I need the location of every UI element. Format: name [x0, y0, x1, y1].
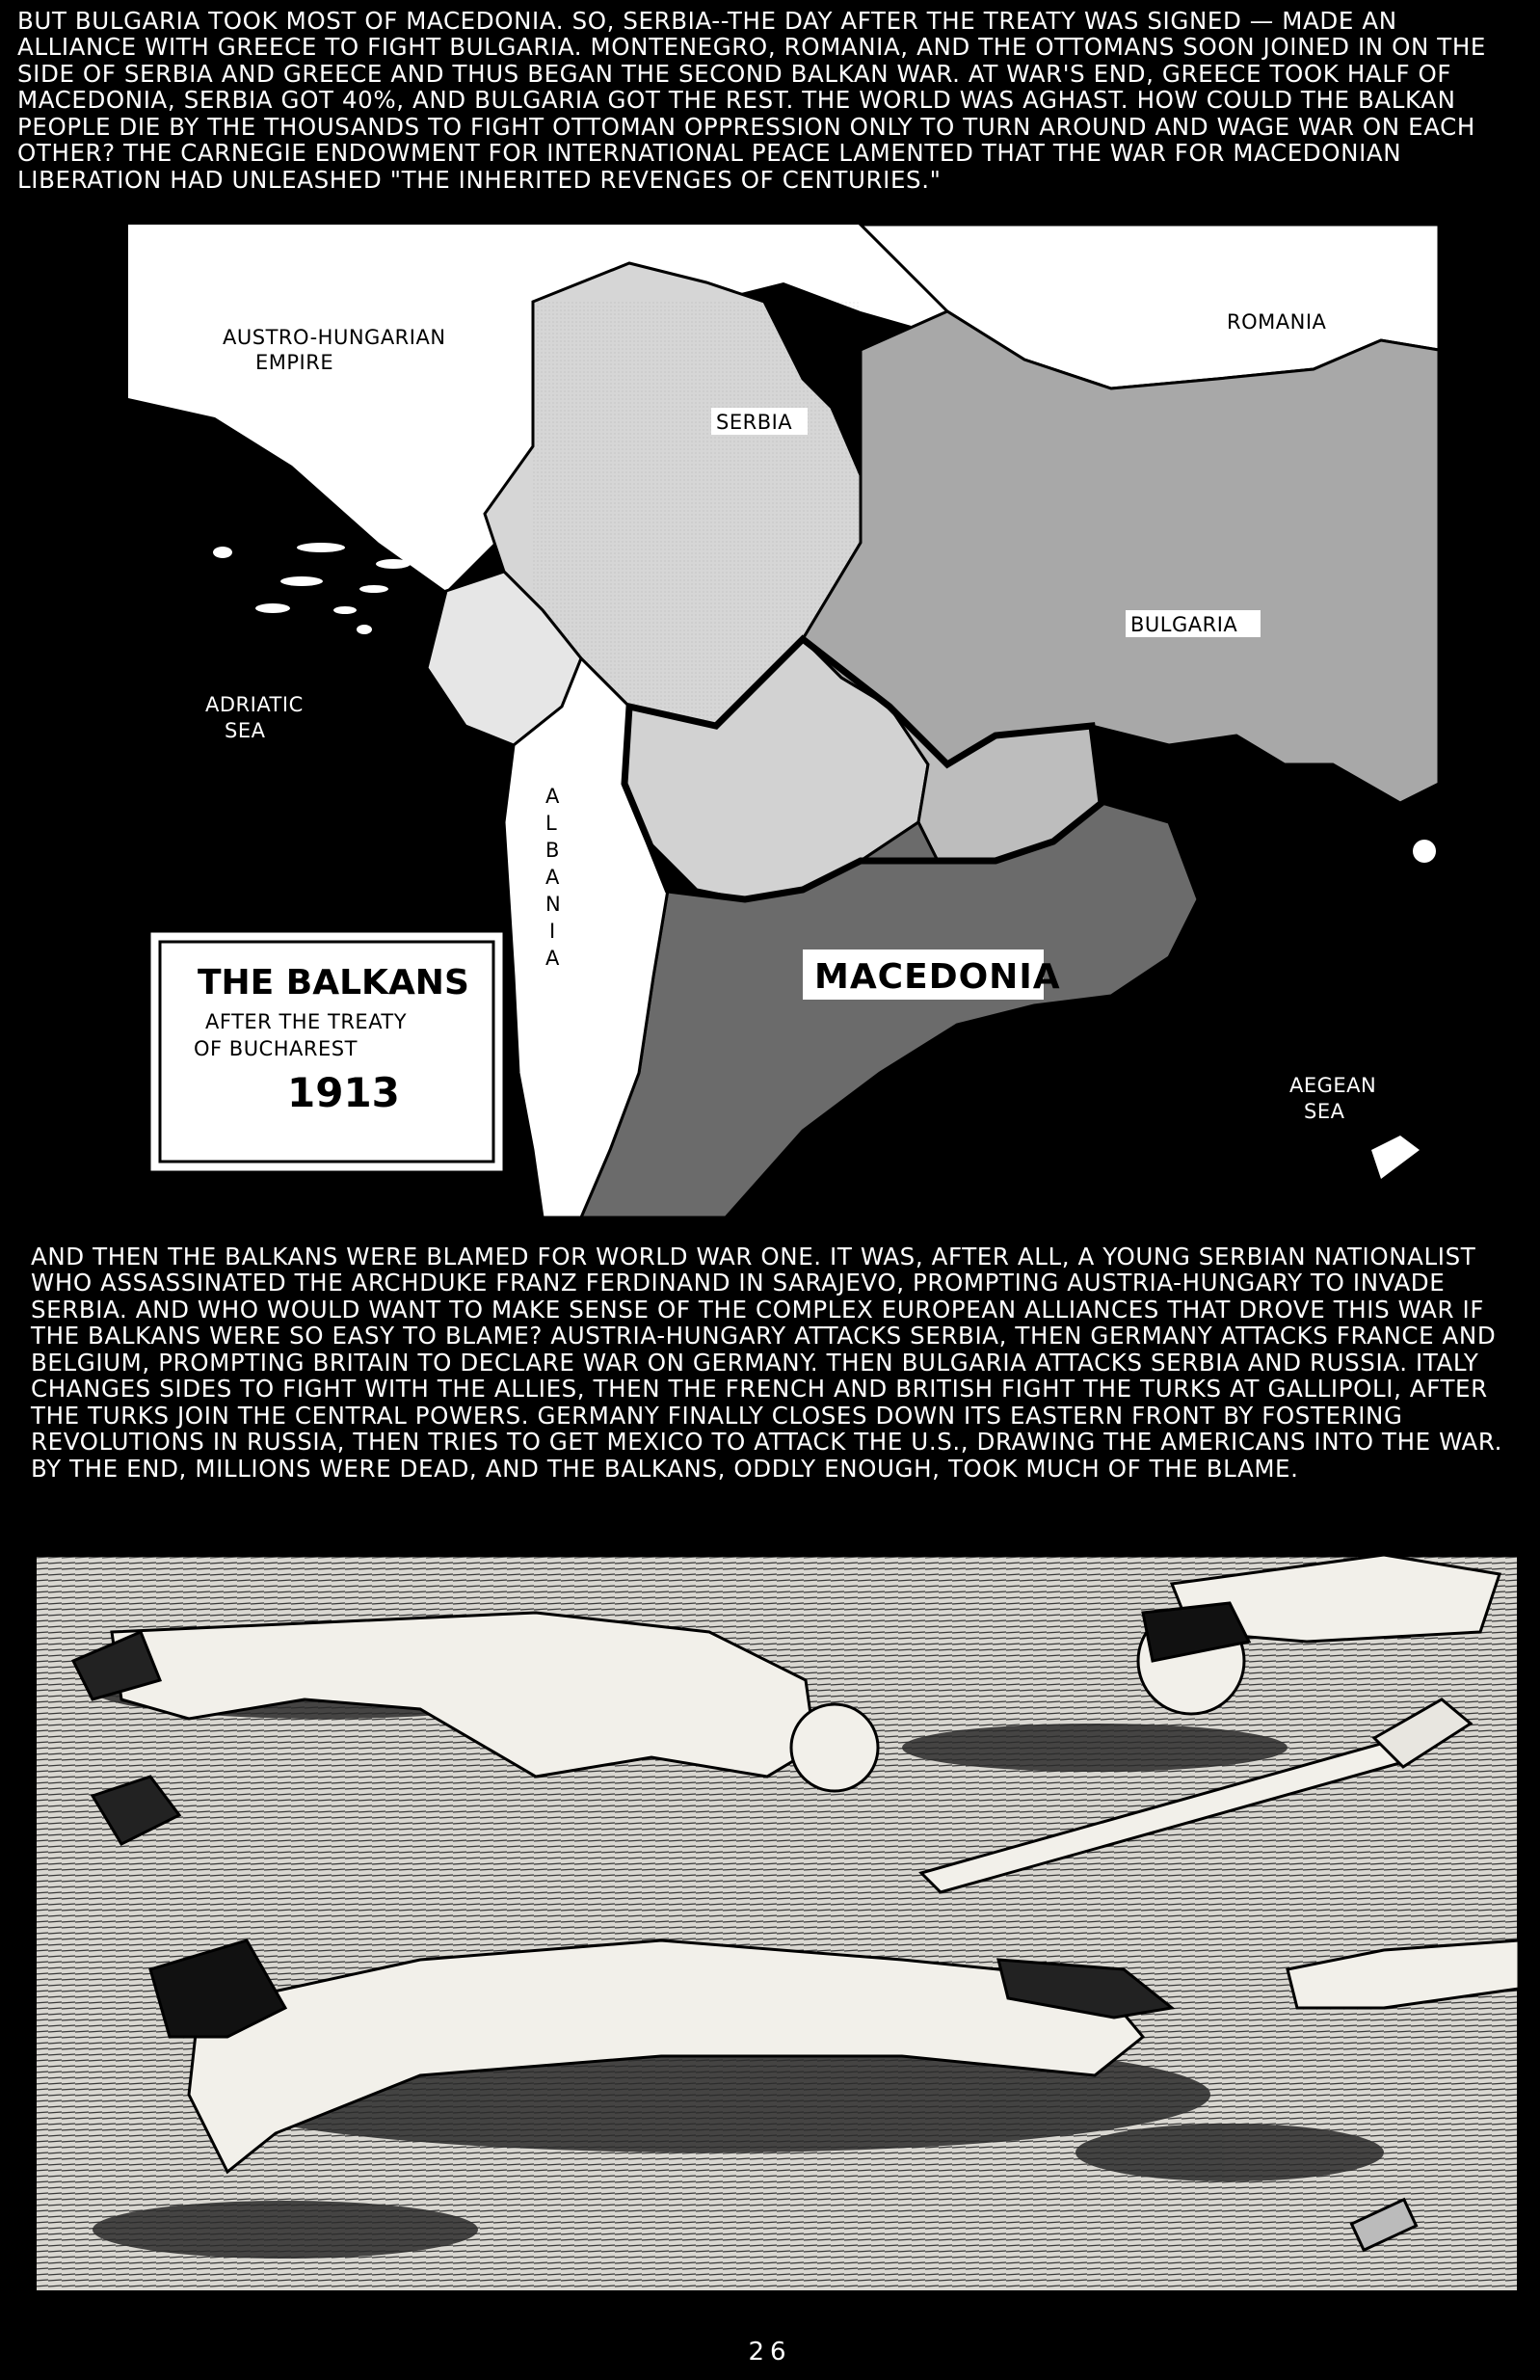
map-title: THE BALKANS: [198, 963, 469, 1003]
war-dead-scene: [35, 1555, 1519, 2292]
albania-letter: N: [545, 893, 562, 916]
label-aegean-sea: SEA: [1304, 1100, 1345, 1123]
label-macedonia: MACEDONIA: [814, 957, 1061, 997]
label-empire: EMPIRE: [255, 351, 334, 374]
caption-middle: AND THEN THE BALKANS WERE BLAMED FOR WORLD WAR ONE. IT WAS, AFTER ALL, A YOUNG SERBIAN NATIONALIST WHO ASSASSINATED THE ARCHDUKE FRANZ FERDINAND IN SARAJEVO, PROMPTING AUSTRIA-HUNGARY TO INVADE SERBIA. AND WHO WOULD WANT TO MAKE SENSE OF THE COMPLEX EUROPEAN ALLIANCES THAT DROVE THIS WAR IF THE BALKANS WERE SO EASY TO BLAME? AUSTRIA-HUNGARY ATTACKS SERBIA, THEN GERMANY ATTACKS FRANCE AND BELGIUM, PROMPTING BRITAIN TO DECLARE WAR ON GERMANY. THEN BULGARIA ATTACKS SERBIA AND RUSSIA. ITALY CHANGES SIDES TO FIGHT WITH THE ALLIES, THEN THE FRENCH AND BRITISH FIGHT THE TURKS AT GALLIPOLI, AFTER THE TURKS JOIN THE CENTRAL POWERS. GERMANY FINALLY CLOSES DOWN ITS EASTERN FRONT BY FOSTERING REVOLUTIONS IN RUSSIA, THEN TRIES TO GET MEXICO TO ATTACK THE U.S., DRAWING THE AMERICANS INTO THE WAR. BY THE END, MILLIONS WERE DEAD, AND THE BALKANS, ODDLY ENOUGH, TOOK MUCH OF THE BLAME.: [31, 1243, 1503, 1483]
label-adriatic: ADRIATIC: [205, 693, 304, 716]
map-subtitle-1: AFTER THE TREATY: [205, 1010, 408, 1033]
albania-letter: A: [545, 866, 560, 889]
label-austro-hungarian: AUSTRO-HUNGARIAN: [223, 326, 446, 349]
page-number: 26: [748, 2338, 792, 2367]
label-bulgaria: BULGARIA: [1130, 613, 1238, 636]
label-aegean: AEGEAN: [1289, 1074, 1377, 1097]
albania-letter: A: [545, 947, 560, 970]
label-serbia: SERBIA: [716, 411, 793, 434]
balkans-map: [128, 225, 1439, 1217]
balkans-map-panel: [128, 225, 1439, 1217]
map-subtitle-2: OF BUCHAREST: [194, 1037, 358, 1060]
albania-letter: I: [549, 920, 556, 943]
label-adriatic-sea: SEA: [225, 719, 266, 742]
war-dead-illustration: [35, 1555, 1519, 2292]
albania-letter: B: [545, 839, 560, 862]
map-year: 1913: [287, 1069, 400, 1116]
caption-top: BUT BULGARIA TOOK MOST OF MACEDONIA. SO, SERBIA--THE DAY AFTER THE TREATY WAS SIGNED — MADE AN ALLIANCE WITH GREECE TO FIGHT BULGARIA. MONTENEGRO, ROMANIA, AND THE OTTOMANS SOON JOINED IN ON THE SIDE OF SERBIA AND GREECE AND THUS BEGAN THE SECOND BALKAN WAR. AT WAR'S END, GREECE TOOK HALF OF MACEDONIA, SERBIA GOT 40%, AND BULGARIA GOT THE REST. THE WORLD WAS AGHAST. HOW COULD THE BALKAN PEOPLE DIE BY THE THOUSANDS TO FIGHT OTTOMAN OPPRESSION ONLY TO TURN AROUND AND WAGE WAR ON EACH OTHER? THE CARNEGIE ENDOWMENT FOR INTERNATIONAL PEACE LAMENTED THAT THE WAR FOR MACEDONIAN LIBERATION HAD UNLEASHED "THE INHERITED REVENGES OF CENTURIES.": [17, 7, 1486, 194]
albania-letter: L: [545, 812, 558, 835]
map-title-box: [149, 931, 504, 1172]
albania-letter: A: [545, 785, 560, 808]
label-romania: ROMANIA: [1227, 310, 1327, 334]
